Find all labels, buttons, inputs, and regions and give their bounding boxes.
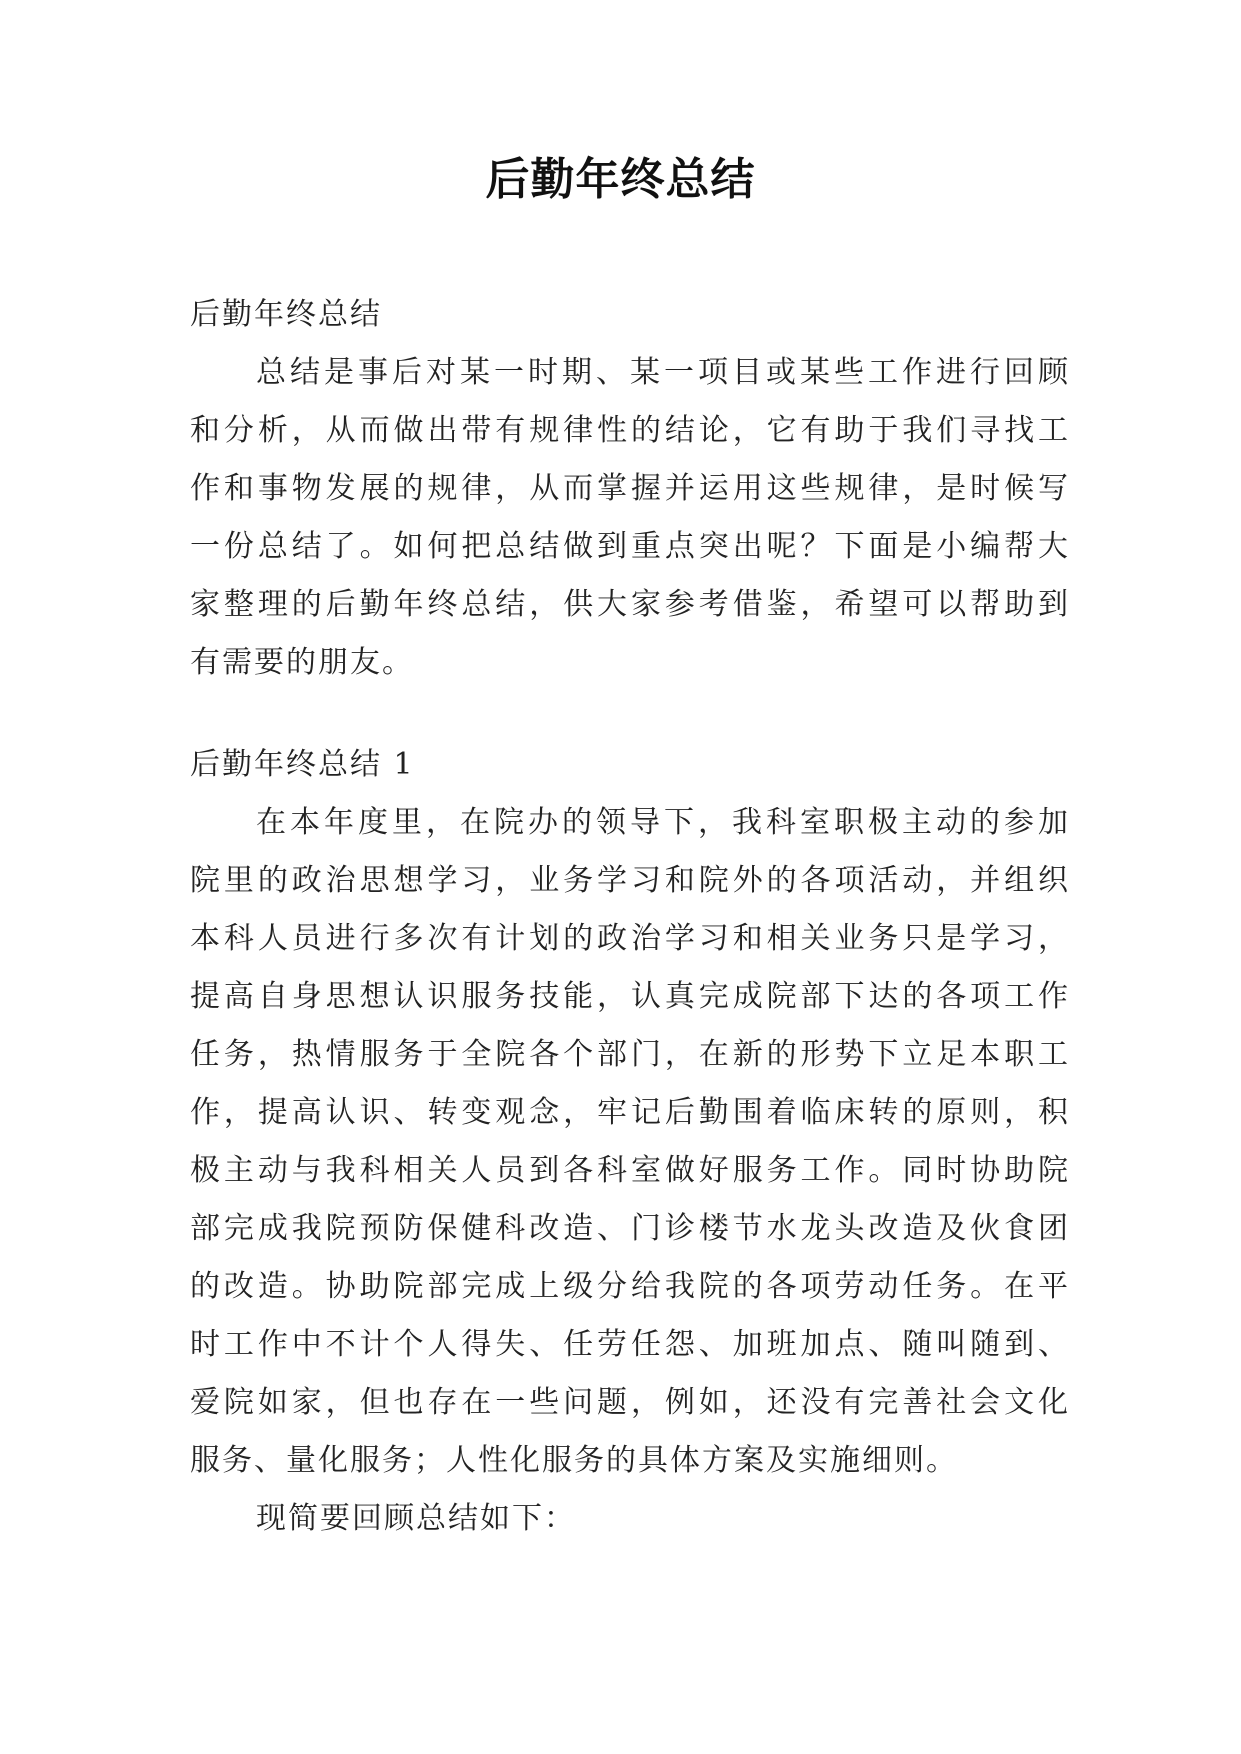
- paragraph-line: 一份总结了。如何把总结做到重点突出呢？下面是小编帮大: [190, 529, 1070, 564]
- paragraph-line: 和分析，从而做出带有规律性的结论，它有助于我们寻找工: [190, 413, 1070, 448]
- paragraph-line: 院里的政治思想学习，业务学习和院外的各项活动，并组织: [190, 863, 1070, 898]
- paragraph-line: 作，提高认识、转变观念，牢记后勤围着临床转的原则，积: [190, 1095, 1070, 1130]
- paragraph-line: 家整理的后勤年终总结，供大家参考借鉴，希望可以帮助到: [190, 587, 1070, 622]
- document-body: [190, 286, 1070, 1548]
- intro-heading: 后勤年终总结: [190, 297, 382, 332]
- paragraph-line: 本科人员进行多次有计划的政治学习和相关业务只是学习，: [190, 921, 1070, 956]
- section1-paragraph: [190, 794, 1070, 1490]
- paragraph-line: 极主动与我科相关人员到各科室做好服务工作。同时协助院: [190, 1153, 1070, 1188]
- paragraph-line: 在本年度里，在院办的领导下，我科室职极主动的参加: [256, 805, 1070, 840]
- closing-line: 现简要回顾总结如下：: [256, 1501, 576, 1536]
- paragraph-line: 服务、量化服务；人性化服务的具体方案及实施细则。: [190, 1443, 958, 1478]
- paragraph-line: 爱院如家，但也存在一些问题，例如，还没有完善社会文化: [190, 1385, 1070, 1420]
- paragraph-line: 提高自身思想认识服务技能，认真完成院部下达的各项工作: [190, 979, 1070, 1014]
- paragraph-line: 的改造。协助院部完成上级分给我院的各项劳动任务。在平: [190, 1269, 1070, 1304]
- paragraph-line: 时工作中不计个人得失、任劳任怨、加班加点、随叫随到、: [190, 1327, 1070, 1362]
- paragraph-line: 部完成我院预防保健科改造、门诊楼节水龙头改造及伙食团: [190, 1211, 1070, 1246]
- paragraph-line: 作和事物发展的规律，从而掌握并运用这些规律，是时候写: [190, 471, 1070, 506]
- paragraph-line: 任务，热情服务于全院各个部门，在新的形势下立足本职工: [190, 1037, 1070, 1072]
- section1-heading: 后勤年终总结 1: [190, 747, 415, 782]
- paragraph-line: 有需要的朋友。: [190, 645, 414, 680]
- paragraph-line: 总结是事后对某一时期、某一项目或某些工作进行回顾: [256, 355, 1070, 390]
- document-title: 后勤年终总结: [485, 154, 756, 205]
- intro-paragraph: [190, 344, 1070, 692]
- section-gap: [190, 692, 1070, 736]
